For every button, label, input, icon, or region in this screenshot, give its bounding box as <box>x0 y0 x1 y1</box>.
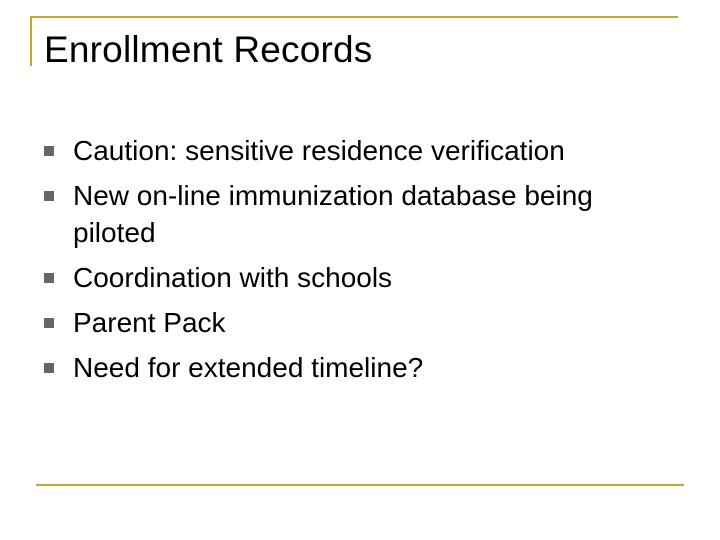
bullet-text: New on-line immunization database being piloted <box>73 180 593 248</box>
bullet-text: Parent Pack <box>73 307 226 338</box>
square-bullet-icon <box>44 273 54 283</box>
square-bullet-icon <box>44 191 54 201</box>
bullet-list <box>44 132 684 394</box>
slide-title: Enrollment Records <box>44 29 373 70</box>
left-accent-rule <box>30 16 32 66</box>
bullet-text: Coordination with schools <box>73 262 393 293</box>
bullet-item <box>44 349 684 386</box>
square-bullet-icon <box>44 146 54 156</box>
bullet-item <box>44 132 684 169</box>
bullet-text: Caution: sensitive residence verification <box>73 135 565 166</box>
square-bullet-icon <box>44 318 54 328</box>
top-divider-rule <box>30 16 678 18</box>
bullet-item <box>44 304 684 341</box>
square-bullet-icon <box>44 363 54 373</box>
bullet-item <box>44 259 684 296</box>
bottom-divider-rule <box>36 484 684 486</box>
bullet-text: Need for extended timeline? <box>73 352 424 383</box>
bullet-item <box>44 177 684 251</box>
